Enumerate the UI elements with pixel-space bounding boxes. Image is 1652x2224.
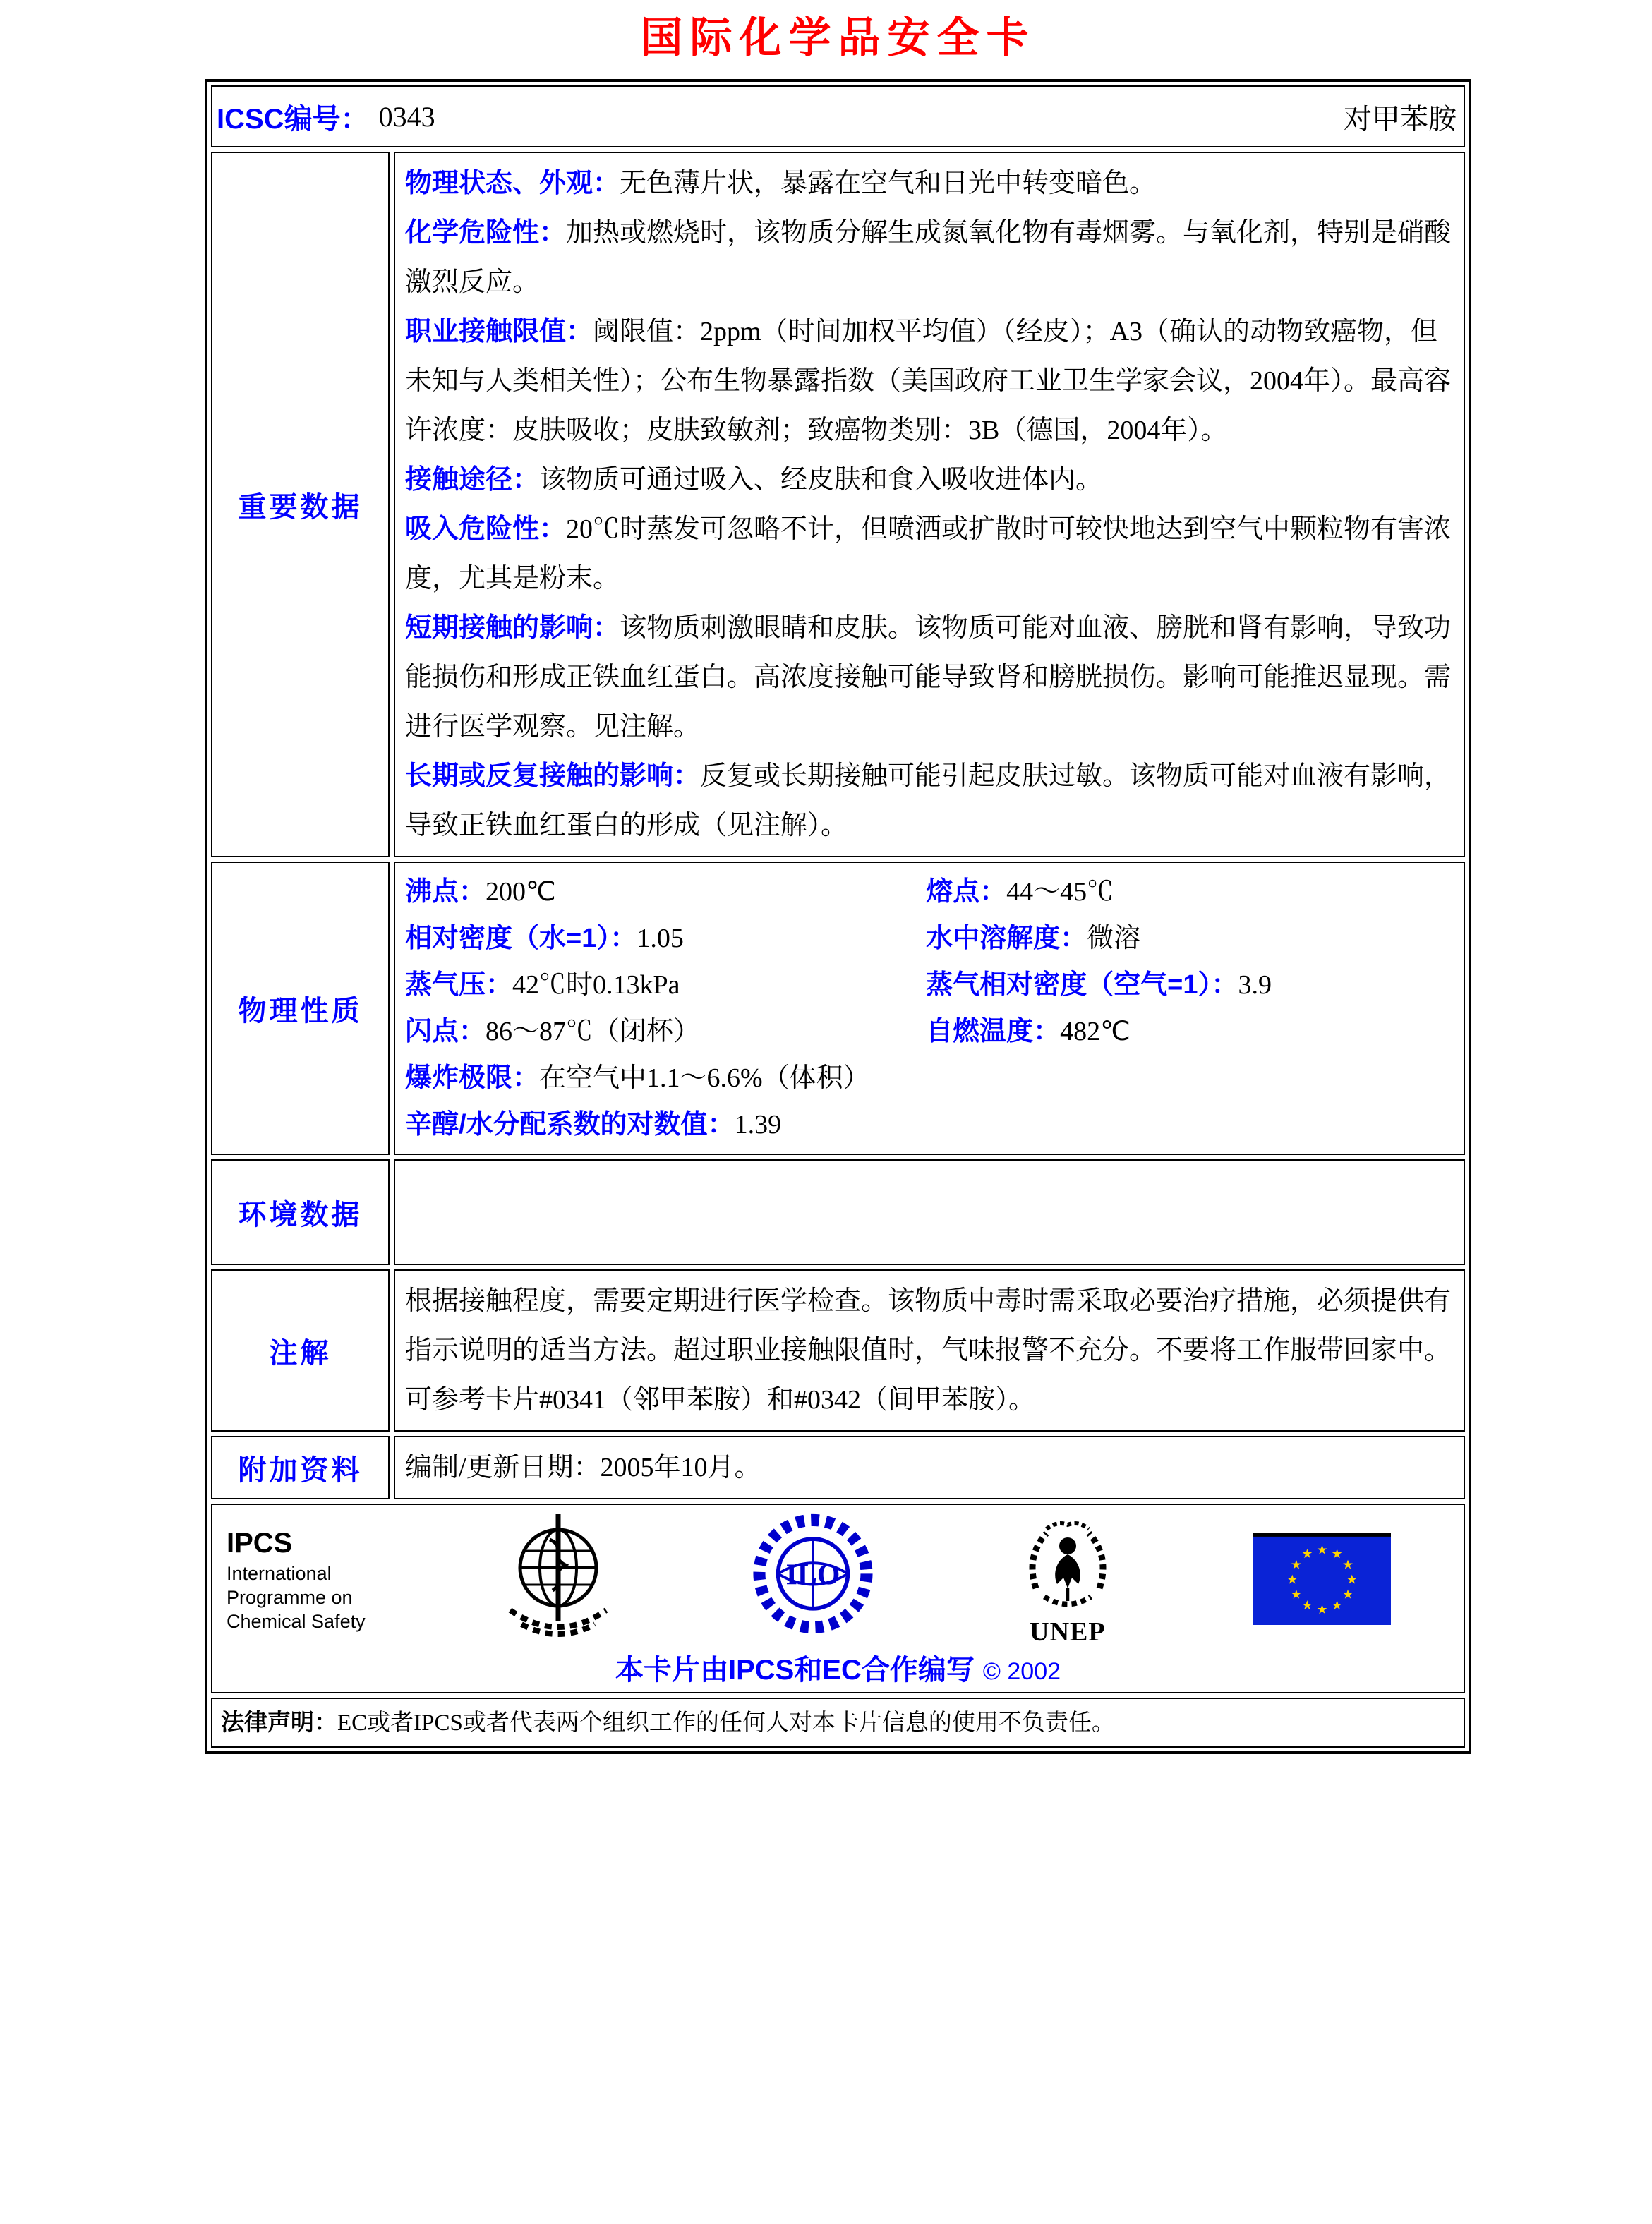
svg-text:★: ★	[1291, 1587, 1303, 1602]
property-value: 3.9	[1238, 970, 1272, 1000]
field-label: 吸入危险性：	[405, 514, 567, 544]
ilo-logo-slot	[686, 1509, 941, 1650]
property-value: 200℃	[486, 877, 556, 907]
physical-properties-grid	[405, 869, 1454, 1148]
logos-row	[211, 1504, 1465, 1693]
unep-logo-slot	[941, 1514, 1195, 1647]
physical-properties-content	[394, 862, 1465, 1155]
caption-text: 本卡片由IPCS和EC合作编写	[615, 1655, 975, 1686]
property-value: 在空气中1.1～6.6%（体积）	[539, 1063, 870, 1093]
page-title: 国际化学品安全卡	[640, 14, 1036, 61]
svg-text:★: ★	[1342, 1587, 1354, 1602]
field-label: 物理状态、外观：	[405, 169, 620, 198]
svg-text:★: ★	[1301, 1546, 1313, 1561]
important-data-content	[394, 152, 1465, 857]
legal-label: 法律声明：	[221, 1709, 337, 1735]
additional-info-row-label: 附加资料	[211, 1436, 390, 1499]
environmental-data-content	[394, 1159, 1465, 1265]
ipcs-subtitle-line: International	[227, 1563, 332, 1584]
property-value: 1.39	[734, 1110, 782, 1140]
property-label: 自燃温度：	[926, 1017, 1061, 1046]
field-label: 化学危险性：	[405, 218, 567, 248]
property-value: 44～45℃	[1006, 877, 1114, 907]
important-data-item	[405, 504, 1454, 603]
field-text: 20℃时蒸发可忽略不计，但喷洒或扩散时可较快地达到空气中颗粒物有害浓度，尤其是粉末。	[405, 514, 1452, 593]
eu-flag-slot	[1195, 1533, 1449, 1626]
property-label: 蒸气相对密度（空气=1）：	[926, 970, 1238, 1000]
important-data-item	[405, 208, 1454, 307]
svg-text:★: ★	[1331, 1598, 1343, 1614]
notes-row-label: 注解	[211, 1269, 390, 1432]
field-label: 职业接触限值：	[405, 317, 593, 346]
legal-text: EC或者IPCS或者代表两个组织工作的任何人对本卡片信息的使用不负责任。	[337, 1710, 1115, 1736]
property-label: 辛醇/水分配系数的对数值：	[405, 1110, 735, 1140]
icsc-number-value: 0343	[378, 100, 435, 133]
svg-text:★: ★	[1316, 1602, 1328, 1617]
legal-cell	[211, 1698, 1465, 1748]
property-label: 爆炸极限：	[405, 1063, 540, 1093]
property-item	[405, 962, 919, 1008]
important-data-item	[405, 603, 1454, 751]
property-item	[405, 1055, 1454, 1101]
property-label: 蒸气压：	[405, 970, 513, 1000]
important-data-item	[405, 455, 1454, 504]
property-label: 熔点：	[926, 877, 1007, 907]
ipcs-text-block	[227, 1525, 431, 1633]
physical-properties-row	[211, 862, 1465, 1155]
svg-text:★: ★	[1342, 1557, 1354, 1573]
ilo-logo-icon	[746, 1509, 880, 1650]
additional-info-content: 编制/更新日期：2005年10月。	[394, 1436, 1465, 1499]
property-item	[405, 1101, 1454, 1148]
important-data-row	[211, 152, 1465, 857]
unep-wordmark: UNEP	[1030, 1617, 1106, 1647]
property-value: 482℃	[1060, 1017, 1131, 1046]
field-label: 短期接触的影响：	[405, 613, 620, 643]
property-item	[405, 869, 919, 915]
svg-text:★: ★	[1346, 1572, 1358, 1588]
ipcs-title: IPCS	[227, 1528, 293, 1559]
field-text: 加热或燃烧时，该物质分解生成氮氧化物有毒烟雾。与氧化剂，特别是硝酸激烈反应。	[405, 218, 1452, 297]
logos-cell	[211, 1504, 1465, 1693]
svg-text:★: ★	[1301, 1598, 1313, 1614]
eu-flag-icon	[1253, 1533, 1391, 1626]
environmental-data-row	[211, 1159, 1465, 1265]
property-value: 微溶	[1087, 924, 1141, 953]
important-data-row-label: 重要数据	[211, 152, 390, 857]
property-value: 42℃时0.13kPa	[512, 970, 680, 1000]
icsc-number-label: ICSC编号：	[217, 103, 369, 135]
svg-text:ILO: ILO	[785, 1559, 840, 1592]
property-item	[926, 915, 1454, 962]
field-label: 长期或反复接触的影响：	[405, 761, 701, 791]
important-data-item	[405, 307, 1454, 455]
svg-text:★: ★	[1316, 1542, 1328, 1558]
notes-content: 根据接触程度，需要定期进行医学检查。该物质中毒时需采取必要治疗措施，必须提供有指示说明的适当方法。超过职业接触限值时，气味报警不充分。不要将工作服带回家中。可参考卡片#0341（邻甲苯胺）和#0342（间甲苯胺）。	[394, 1269, 1465, 1432]
notes-row	[211, 1269, 1465, 1432]
property-label: 水中溶解度：	[926, 924, 1087, 953]
field-text: 该物质可通过吸入、经皮肤和食入吸收进体内。	[539, 465, 1103, 495]
field-label: 接触途径：	[405, 465, 540, 495]
property-item	[405, 915, 919, 962]
header-cell	[211, 85, 1465, 147]
header-row	[211, 85, 1465, 147]
environmental-data-row-label: 环境数据	[211, 1159, 390, 1265]
caption-copyright: © 2002	[982, 1658, 1061, 1685]
additional-info-row	[211, 1436, 1465, 1499]
property-label: 相对密度（水=1）：	[405, 924, 637, 953]
logos-strip	[227, 1512, 1449, 1646]
property-label: 闪点：	[405, 1017, 486, 1046]
property-item	[405, 1008, 919, 1055]
field-text: 反复或长期接触可能引起皮肤过敏。该物质可能对血液有影响，导致正铁血红蛋白的形成（见注解）。	[405, 761, 1452, 840]
property-value: 1.05	[637, 924, 684, 953]
important-data-item	[405, 751, 1454, 850]
important-data-item	[405, 159, 1454, 208]
property-item	[926, 962, 1454, 1008]
ipcs-subtitle-line: Programme on	[227, 1587, 353, 1608]
safety-card-table	[205, 79, 1471, 1754]
field-text: 该物质刺激眼睛和皮肤。该物质可能对血液、膀胱和肾有影响，导致功能损伤和形成正铁血红蛋白。高浓度接触可能导致肾和膀胱损伤。影响可能推迟显现。需进行医学观察。见注解。	[405, 613, 1452, 742]
field-text: 无色薄片状，暴露在空气和日光中转变暗色。	[620, 169, 1157, 198]
property-item	[926, 1008, 1454, 1055]
property-value: 86～87℃（闭杯）	[486, 1017, 701, 1046]
unep-logo-icon	[1015, 1514, 1121, 1620]
logos-caption	[227, 1648, 1449, 1688]
legal-row	[211, 1698, 1465, 1748]
property-label: 沸点：	[405, 877, 486, 907]
field-text: 阈限值：2ppm（时间加权平均值）（经皮）；A3（确认的动物致癌物，但未知与人类相关性）；公布生物暴露指数（美国政府工业卫生学家会议，2004年）。最高容许浓度：皮肤吸收；皮肤致敏剂；致癌物类别：3B（德国，2004年）。	[405, 317, 1452, 445]
physical-properties-row-label: 物理性质	[211, 862, 390, 1155]
unep-logo-stack	[1015, 1514, 1121, 1647]
svg-text:★: ★	[1291, 1557, 1303, 1573]
svg-text:★: ★	[1331, 1546, 1343, 1561]
svg-text:★: ★	[1286, 1572, 1298, 1588]
ipcs-subtitle-line: Chemical Safety	[227, 1611, 366, 1632]
property-item	[926, 869, 1454, 915]
chemical-name: 对甲苯胺	[1344, 102, 1457, 135]
who-logo-icon	[488, 1509, 629, 1650]
who-logo-slot	[431, 1509, 686, 1650]
icsc-number-group	[217, 97, 435, 137]
